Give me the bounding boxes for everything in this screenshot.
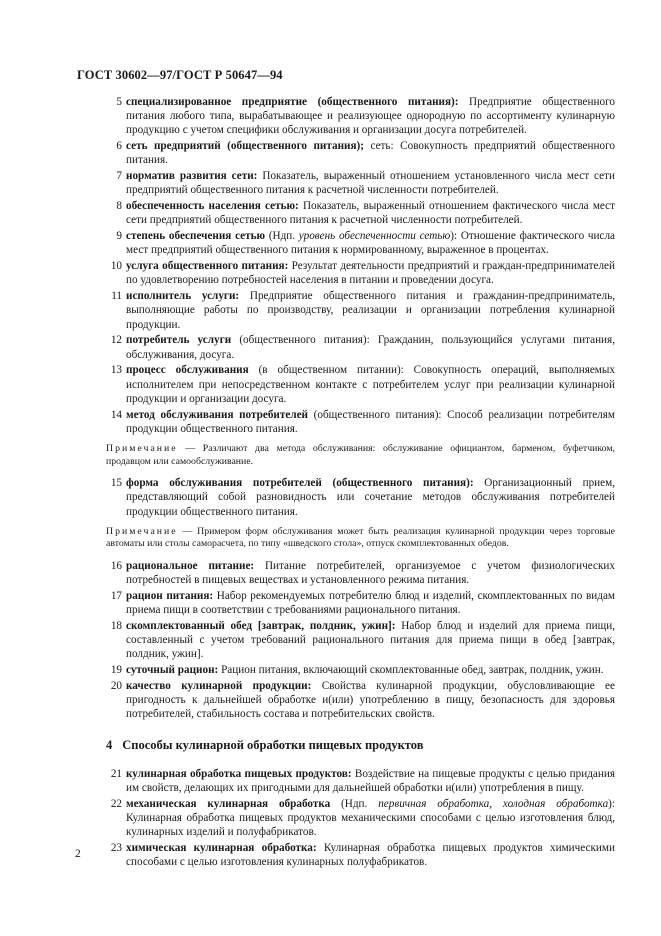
entry-definition: Воздействие на пищевые продукты с целью придания им свойств, делающих их пригодными для дальнейшей обработки и(или) употребления в пищу. [126, 767, 616, 794]
entry-number: 13 [110, 364, 122, 377]
term-entry [0, 95, 661, 138]
entry-body [126, 663, 615, 677]
entry-term: услуга общественного питания: [126, 260, 289, 273]
term-entry [0, 333, 661, 361]
entry-number: 19 [110, 664, 122, 677]
section-heading [106, 738, 661, 753]
entry-definition: сеть: Совокупность предприятий общественного питания. [126, 140, 615, 167]
term-entry [0, 363, 661, 406]
entry-number: 20 [110, 680, 122, 692]
entry-definition: Результат деятельности предприятий и граждан-предпринимателей по удовлетворению потребностей населения в питании и проведении досуга. [126, 260, 615, 287]
page-header: ГОСТ 30602—97/ГОСТ Р 50647—94 [77, 68, 283, 82]
entry-term: обеспеченность населения сетью: [126, 200, 299, 213]
entry-number: 23 [110, 841, 122, 854]
entry-definition: ): Кулинарная обработка пищевых продуктов механическими способами с целью изготовления блюд, кулинарных изделий и полуфабрикатов. [126, 797, 616, 839]
entry-term: механическая кулинарная обработка [126, 797, 331, 810]
entry-number: 22 [110, 797, 122, 810]
term-entry [0, 169, 661, 197]
term-entry [0, 476, 661, 519]
term-entry [0, 767, 661, 795]
entry-term: норматив развития сети: [126, 170, 258, 183]
entry-definition: (общественного питания): Способ реализации потребителям продукции общественного питания. [126, 408, 615, 435]
term-entry [0, 559, 661, 587]
section-number: 4 [106, 737, 113, 752]
term-entry [0, 589, 661, 617]
entry-number: 7 [116, 170, 122, 183]
term-entry [0, 663, 661, 677]
entry-body [126, 363, 615, 406]
entries-group-c [0, 559, 661, 722]
entry-definition: ): Отношение фактического числа мест предприятий общественного питания к нормированному, выраженное в процентах. [126, 230, 615, 257]
entry-number: 8 [116, 200, 122, 213]
entry-body [126, 95, 615, 138]
entry-number: 18 [110, 620, 122, 632]
note-label: Примечание [106, 525, 178, 537]
entry-definition: Свойства кулинарной продукции, обусловливающие ее пригодность к дальнейшей обработке и(или) употреблению в пищу, безопасность для здоровья потребителей, стабильность состава и потребительских свойств. [126, 680, 615, 721]
entry-body [126, 169, 615, 197]
entry-number: 15 [110, 477, 122, 490]
entry-term: качество кулинарной продукции: [126, 680, 312, 692]
term-entry [0, 841, 661, 869]
entry-definition: Предприятие общественного питания и гражданин-предприниматель, выполняющие работы по производству, реализации и организации потребления кулинарной продукции. [126, 290, 615, 331]
entry-term: процесс обслуживания [126, 364, 249, 377]
entry-text-pre: (Ндп. [330, 797, 379, 810]
entry-definition: Набор блюд и изделий для приема пищи, составленный с учетом требований рационального питания для приема пищи в обед [завтрак, полдник, ужин]. [126, 620, 615, 661]
entry-number: 21 [110, 767, 122, 780]
entry-number: 6 [116, 140, 122, 153]
entry-definition: (в общественном питании): Совокупность операций, выполняемых исполнителем при непосредственном контакте с потребителем услуг при реализации кулинарной продукции и организации досуга. [126, 364, 615, 405]
entry-deprecated-term: первичная обработка, холодная обработка [378, 797, 609, 810]
entry-definition: Питание потребителей, организуемое с учетом физиологических потребностей в пищевых веществах и установленного режима питания. [126, 560, 616, 587]
entries-group-b [0, 476, 661, 519]
entries-group-a [0, 95, 661, 436]
entries-container [0, 95, 661, 871]
entry-term: химическая кулинарная обработка: [126, 841, 317, 854]
entry-body [126, 679, 615, 722]
section-title: Способы кулинарной обработки пищевых продуктов [122, 737, 424, 752]
entry-number: 17 [110, 590, 122, 602]
entry-body [126, 767, 615, 795]
entry-number: 16 [110, 560, 122, 572]
entry-term: рацион питания: [126, 590, 214, 602]
entry-body [126, 229, 615, 257]
entry-body [126, 841, 615, 869]
entry-term: суточный рацион: [126, 664, 219, 677]
term-entry [0, 199, 661, 227]
entry-number: 11 [111, 290, 122, 303]
entry-body [126, 589, 615, 617]
entry-body [126, 289, 615, 332]
entry-term: метод обслуживания потребителей [126, 408, 309, 421]
entry-term: потребитель услуги [126, 334, 232, 347]
entry-definition: Набор рекомендуемых потребителю блюд и изделий, скомплектованных по видам приема пищи в соответствии с требованиями рационального питания. [126, 590, 615, 617]
entry-number: 12 [110, 334, 122, 347]
entry-number: 9 [116, 230, 122, 243]
entry-deprecated-term: уровень обеспеченности сетью [298, 230, 451, 243]
entry-body [126, 619, 615, 662]
entry-body [126, 199, 615, 227]
entry-number: 14 [110, 408, 122, 421]
entry-term: сеть предприятий (общественного питания); [126, 140, 364, 153]
entry-definition: Рацион питания, включающий скомплектованные обед, завтрак, полдник, ужин. [218, 664, 604, 677]
entry-definition: Предприятие общественного питания любого типа, вырабатывающее и реализующее однородную по ассортименту кулинарную продукцию с учетом специфики обслуживания и организации досуга потребителей. [126, 96, 615, 137]
entry-term: исполнитель услуги: [126, 290, 240, 303]
page-number: 2 [75, 848, 81, 860]
term-entry [0, 797, 661, 840]
note-text: — Примером форм обслуживания может быть реализация кулинарной продукции через торговые автоматы или столы саморасчета, по типу «шведского стола», отпуск скомплектованных обедов. [106, 525, 615, 550]
entry-body [126, 408, 615, 436]
term-entry [0, 619, 661, 662]
entry-definition: (общественного питания): Гражданин, пользующийся услугами питания, обслуживания, досуга. [126, 334, 615, 361]
entry-body [126, 797, 615, 840]
entry-number: 10 [110, 260, 122, 273]
note-2 [106, 526, 615, 551]
term-entry [0, 679, 661, 722]
entry-body [126, 139, 615, 167]
entry-definition: Показатель, выраженный отношением фактического числа мест сети предприятий общественного питания к расчетной численности потребителей. [126, 200, 615, 227]
entry-term: кулинарная обработка пищевых продуктов: [126, 767, 352, 780]
term-entry [0, 229, 661, 257]
entry-term: рациональное питание: [126, 560, 255, 572]
term-entry [0, 259, 661, 287]
entry-body [126, 559, 615, 587]
entry-body [126, 259, 615, 287]
term-entry [0, 408, 661, 436]
entry-term: степень обеспечения сетью [126, 230, 266, 243]
entry-term: форма обслуживания потребителей (общественного питания): [126, 477, 474, 490]
note-label: Примечание [106, 443, 178, 455]
note-1 [106, 443, 615, 468]
entry-definition: Организационный прием, представляющий собой разновидность или сочетание методов обслуживания потребителей продукции общественного питания. [126, 477, 616, 518]
entry-definition: Показатель, выраженный отношением установленного числа мест сети предприятий общественного питания к расчетной численности потребителей. [126, 170, 615, 197]
entry-body [126, 476, 615, 519]
entry-definition: Кулинарная обработка пищевых продуктов химическими способами с целью изготовления кулинарных полуфабрикатов. [126, 841, 615, 869]
entry-term: скомплектованный обед [завтрак, полдник, ужин]: [126, 620, 396, 632]
entry-text-pre: (Ндп. [265, 230, 299, 243]
entry-term: специализированное предприятие (общественного питания): [126, 96, 459, 108]
term-entry [0, 289, 661, 332]
entry-body [126, 333, 615, 361]
note-text: — Различают два метода обслуживания: обслуживание официантом, барменом, буфетчиком, продавцом или самообслуживание. [106, 443, 615, 467]
entries-group-d [0, 767, 661, 870]
term-entry [0, 139, 661, 167]
entry-number: 5 [116, 96, 122, 108]
